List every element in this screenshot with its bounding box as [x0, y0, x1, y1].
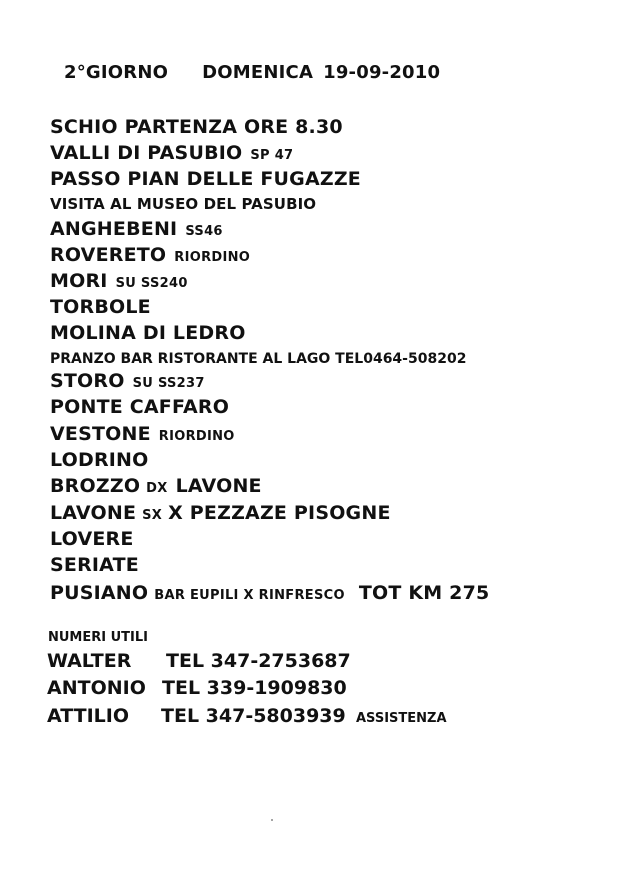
- list-item: [50, 193, 316, 215]
- stop-name: MOLINA DI LEDRO: [50, 322, 246, 344]
- stop-name: LOVERE: [50, 528, 134, 550]
- stop-name: PONTE CAFFARO: [50, 396, 230, 418]
- stop-note: SU SS237: [132, 376, 205, 391]
- list-item: [50, 502, 391, 527]
- stop-name: LAVONE: [50, 502, 137, 524]
- stop-note: SX: [142, 508, 163, 523]
- list-item: [50, 370, 205, 395]
- contact-name: ATTILIO: [47, 705, 129, 727]
- list-item: [50, 449, 149, 471]
- list-item: [50, 244, 250, 269]
- contact-name: WALTER: [47, 650, 132, 672]
- list-item: [50, 554, 139, 576]
- list-item: [50, 270, 188, 295]
- date-label: 19-09-2010: [323, 62, 441, 83]
- stop-note: DX: [146, 481, 168, 496]
- stop-name: ANGHEBENI: [50, 218, 178, 240]
- list-item: [50, 168, 361, 190]
- list-item: [50, 296, 151, 318]
- list-item: [50, 348, 466, 370]
- contact-phone: TEL 347-5803939: [161, 705, 346, 727]
- stop-name: TORBOLE: [50, 296, 151, 318]
- stop-note: SS46: [185, 224, 223, 239]
- stop-name: SERIATE: [50, 554, 139, 576]
- stop-name: PASSO PIAN DELLE FUGAZZE: [50, 168, 361, 190]
- stop-name: PUSIANO: [50, 582, 149, 604]
- stop-note: RIORDINO: [174, 250, 251, 265]
- day-label: 2°GIORNO: [64, 62, 169, 83]
- stop-note: BAR EUPILI X RINFRESCO: [154, 588, 345, 603]
- stop-note: SP 47: [250, 148, 294, 163]
- stop-tail: LAVONE: [175, 475, 262, 497]
- stop-name: MORI: [50, 270, 108, 292]
- stop-name: ROVERETO: [50, 244, 167, 266]
- section-title: NUMERI UTILI: [48, 630, 149, 645]
- stop-name: VALLI DI PASUBIO: [50, 142, 243, 164]
- list-item: [50, 423, 235, 448]
- list-item: [50, 218, 223, 243]
- contact-phone: TEL 347-2753687: [166, 650, 351, 672]
- stop-name: VISITA AL MUSEO DEL PASUBIO: [50, 195, 317, 213]
- list-item: [50, 322, 246, 344]
- weekday-label: DOMENICA: [202, 62, 314, 83]
- list-item: [50, 475, 262, 500]
- list-item: [50, 142, 293, 167]
- stop-note: RIORDINO: [158, 429, 235, 444]
- list-item: [50, 582, 489, 607]
- stop-name: VESTONE: [50, 423, 151, 445]
- scan-speck: [271, 819, 273, 821]
- list-item: [50, 396, 229, 418]
- stop-name: BROZZO: [50, 475, 141, 497]
- stop-name: STORO: [50, 370, 125, 392]
- contact-phone: TEL 339-1909830: [162, 677, 347, 699]
- stop-name: PRANZO BAR RISTORANTE AL LAGO TEL0464-508202: [50, 351, 467, 367]
- contact-note: ASSISTENZA: [356, 711, 447, 726]
- list-item: [50, 116, 343, 138]
- stop-name: LODRINO: [50, 449, 149, 471]
- total-km: TOT KM 275: [358, 582, 490, 604]
- stop-tail: X PEZZAZE PISOGNE: [168, 502, 391, 524]
- list-item: [50, 528, 134, 550]
- stop-note: SU SS240: [115, 276, 188, 291]
- stop-name: SCHIO PARTENZA ORE 8.30: [50, 116, 343, 138]
- contact-name: ANTONIO: [47, 677, 146, 699]
- page-title: [64, 62, 440, 83]
